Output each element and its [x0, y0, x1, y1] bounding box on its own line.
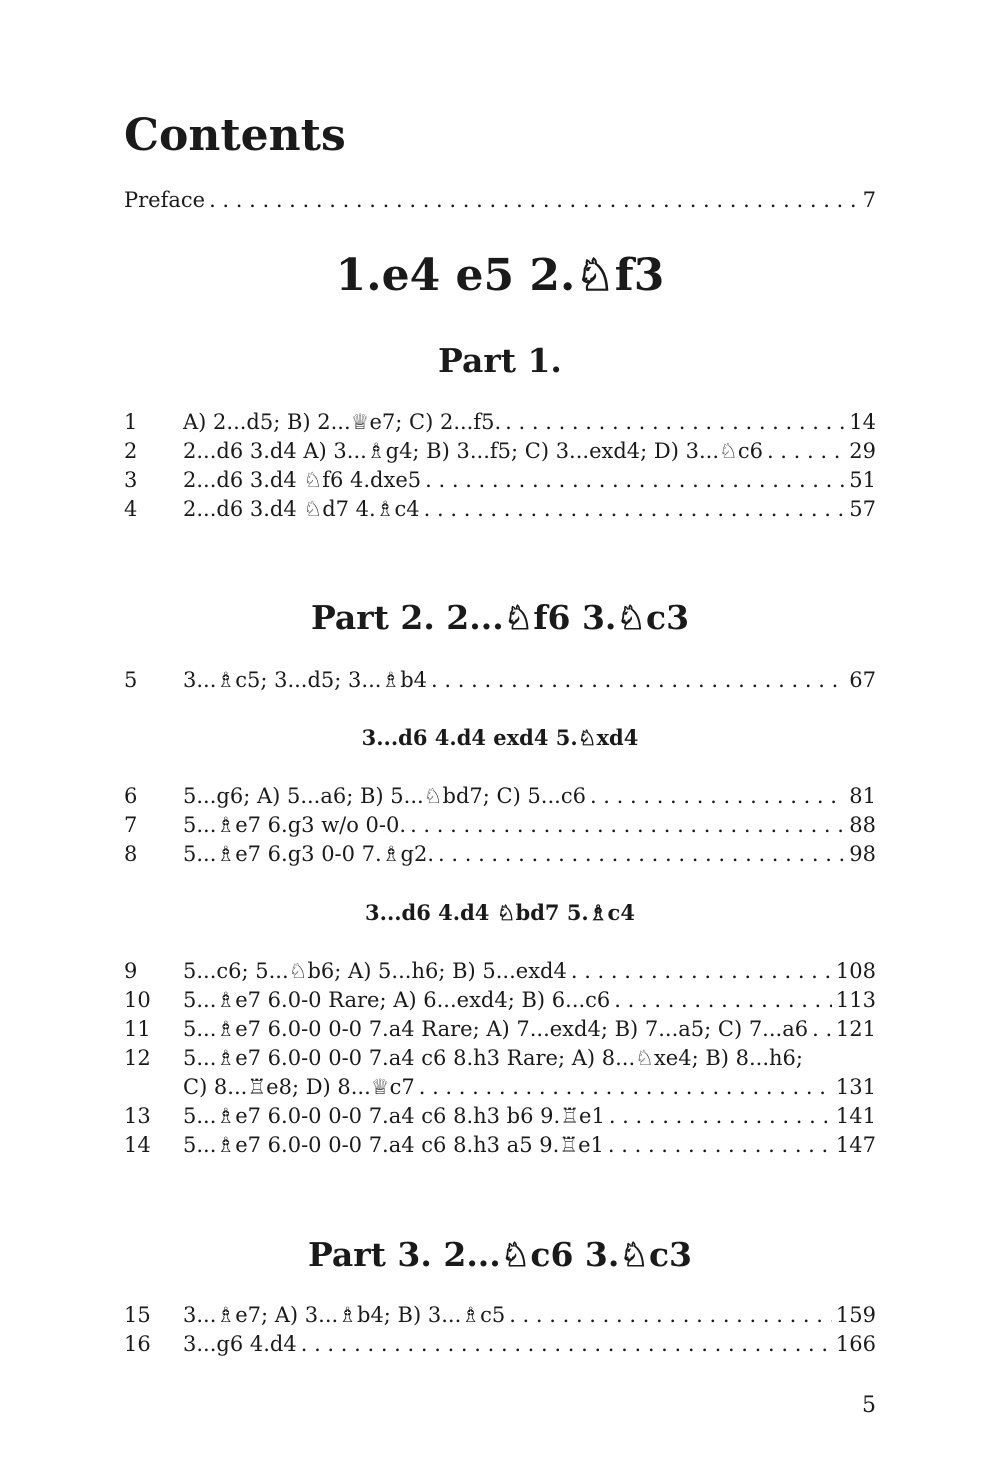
chapter-number: 6 [124, 784, 138, 808]
toc-page-number: 14 [849, 410, 876, 434]
chapter-number: 8 [124, 842, 138, 866]
chapter-number: 10 [124, 988, 151, 1012]
toc-entry-label: Preface [124, 188, 206, 212]
chapter-title: 3...♗e7; A) 3...♗b4; B) 3...♗c5 [183, 1303, 506, 1327]
dot-leader [812, 1015, 832, 1044]
chapter-title: A) 2...d5; B) 2...♕e7; C) 2...f5. [183, 410, 502, 434]
dot-leader [301, 1330, 832, 1359]
toc-entry[interactable] [124, 957, 876, 986]
chapter-title: 2...d6 3.d4 ♘f6 4.dxe5 [183, 468, 422, 492]
chapter-number: 3 [124, 468, 138, 492]
chapter-title: 3...g6 4.d4 [183, 1332, 297, 1356]
toc-entry[interactable] [124, 466, 876, 495]
toc-page-number: 159 [835, 1303, 876, 1327]
toc-page-number: 51 [849, 468, 876, 492]
chapter-number: 1 [124, 410, 138, 434]
toc-page-number: 141 [835, 1104, 876, 1128]
chapter-number: 9 [124, 959, 138, 983]
chapter-number: 4 [124, 497, 138, 521]
toc-entry[interactable] [124, 495, 876, 524]
chapter-title: 2...d6 3.d4 ♘d7 4.♗c4 [183, 497, 420, 521]
toc-page-number: 57 [849, 497, 876, 521]
chapter-title: 5...♗e7 6.g3 w/o 0-0. [183, 813, 407, 837]
chapter-number: 12 [124, 1046, 151, 1070]
chapter-number: 16 [124, 1332, 151, 1356]
toc-entry[interactable] [124, 1301, 876, 1330]
chapter-title-continued: C) 8...♖e8; D) 8...♕c7 [183, 1075, 415, 1099]
dot-leader [590, 782, 845, 811]
opening-heading: 1.e4 e5 2.♘f3 [335, 250, 665, 301]
chapter-title: 2...d6 3.d4 A) 3...♗g4; B) 3...f5; C) 3...exd4; D) 3...♘c6 [183, 439, 763, 463]
dot-leader [419, 1073, 832, 1102]
toc-page-number: 7 [862, 188, 876, 212]
chapter-number: 11 [124, 1017, 151, 1041]
chapter-title: 5...♗e7 6.0-0 Rare; A) 6...exd4; B) 6...c6 [183, 988, 611, 1012]
chapter-title: 5...g6; A) 5...a6; B) 5...♘bd7; C) 5...c6 [183, 784, 586, 808]
dot-leader [425, 466, 845, 495]
chapter-number: 15 [124, 1303, 151, 1327]
page-number: 5 [862, 1393, 876, 1418]
chapter-number: 14 [124, 1133, 151, 1157]
dot-leader [438, 840, 845, 869]
section-heading: 3...d6 4.d4 exd4 5.♘xd4 [361, 725, 639, 750]
toc-entry[interactable] [124, 840, 876, 869]
toc-page-number: 29 [849, 439, 876, 463]
chapter-number: 7 [124, 813, 138, 837]
toc-entry[interactable] [124, 1330, 876, 1359]
toc-entry[interactable] [124, 1044, 876, 1073]
toc-page-number: 147 [835, 1133, 876, 1157]
section-heading: 3...d6 4.d4 ♘bd7 5.♗c4 [365, 900, 635, 925]
toc-entry[interactable] [124, 437, 876, 466]
toc-page-number: 81 [849, 784, 876, 808]
chapter-title: 3...♗c5; 3...d5; 3...♗b4 [183, 668, 428, 692]
toc-entry[interactable] [124, 1015, 876, 1044]
toc-entry-preface[interactable] [124, 186, 876, 215]
toc-page-number: 98 [849, 842, 876, 866]
chapter-number: 13 [124, 1104, 151, 1128]
dot-leader [767, 437, 845, 466]
toc-entry[interactable] [124, 1131, 876, 1160]
toc-page-number: 67 [849, 668, 876, 692]
toc-entry[interactable] [124, 986, 876, 1015]
chapter-title: 5...♗e7 6.0-0 0-0 7.a4 Rare; A) 7...exd4; B) 7...a5; C) 7...a6 [183, 1017, 809, 1041]
toc-page-number: 108 [835, 959, 876, 983]
dot-leader [410, 811, 845, 840]
toc-page-number: 88 [849, 813, 876, 837]
chapter-number: 5 [124, 668, 138, 692]
page-title: Contents [124, 110, 346, 161]
dot-leader [424, 495, 846, 524]
dot-leader [608, 1131, 832, 1160]
part-heading: Part 3. 2...♘c6 3.♘c3 [307, 1235, 692, 1274]
toc-entry-continuation[interactable] [124, 1073, 876, 1102]
toc-entry[interactable] [124, 666, 876, 695]
chapter-title: 5...♗e7 6.0-0 0-0 7.a4 c6 8.h3 b6 9.♖e1 [183, 1104, 605, 1128]
dot-leader [571, 957, 832, 986]
toc-page-number: 113 [835, 988, 876, 1012]
dot-leader [609, 1102, 832, 1131]
toc-page-number: 166 [835, 1332, 876, 1356]
dot-leader [209, 186, 859, 215]
dot-leader [505, 408, 845, 437]
dot-leader [614, 986, 832, 1015]
toc-page-number: 121 [835, 1017, 876, 1041]
chapter-number: 2 [124, 439, 138, 463]
chapter-title: 5...♗e7 6.0-0 0-0 7.a4 c6 8.h3 Rare; A) 8...♘xe4; B) 8...h6; [183, 1046, 803, 1070]
chapter-title: 5...c6; 5...♘b6; A) 5...h6; B) 5...exd4 [183, 959, 567, 983]
toc-entry[interactable] [124, 782, 876, 811]
chapter-title: 5...♗e7 6.0-0 0-0 7.a4 c6 8.h3 a5 9.♖e1 [183, 1133, 604, 1157]
dot-leader [509, 1301, 832, 1330]
toc-entry[interactable] [124, 811, 876, 840]
part-heading: Part 2. 2...♘f6 3.♘c3 [310, 598, 690, 637]
dot-leader [431, 666, 845, 695]
toc-entry[interactable] [124, 408, 876, 437]
toc-page-number: 131 [835, 1075, 876, 1099]
chapter-title: 5...♗e7 6.g3 0-0 7.♗g2. [183, 842, 435, 866]
part-heading: Part 1. [438, 341, 562, 380]
toc-entry[interactable] [124, 1102, 876, 1131]
